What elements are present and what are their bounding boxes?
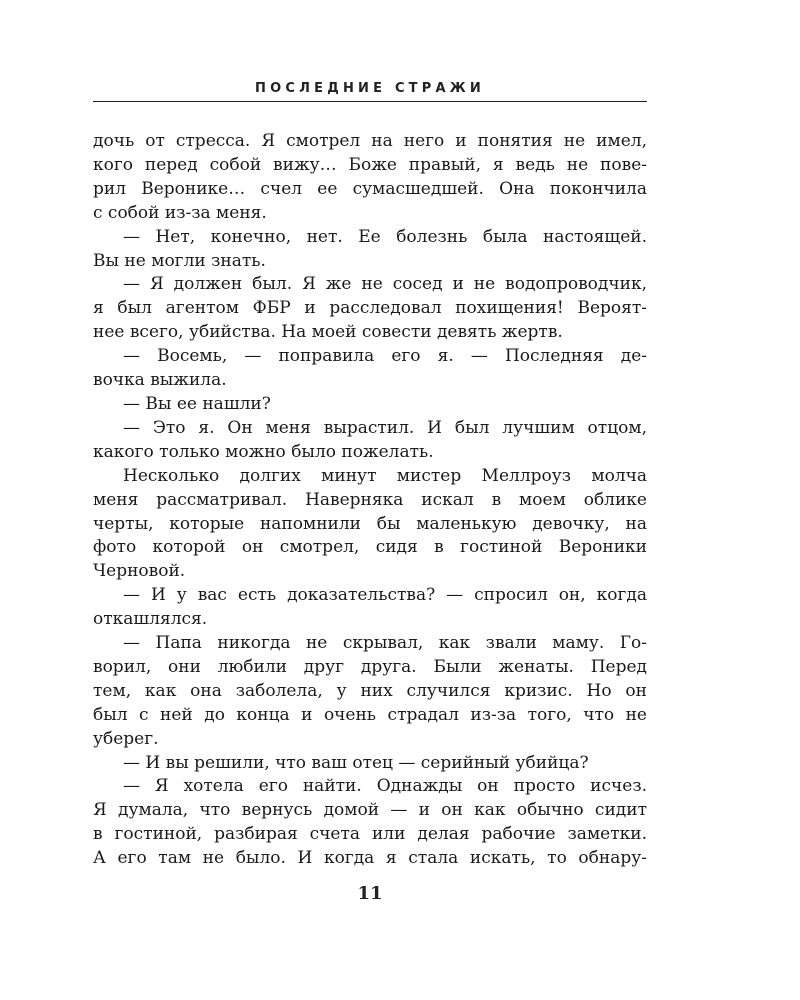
text-line: — Я хотела его найти. Однажды он просто исчез. (123, 776, 647, 797)
text-line: Вы не могли знать. (93, 250, 266, 271)
text-line: — Это я. Он меня вырастил. И был лучшим отцом, (123, 417, 647, 438)
text-line: тем, как она заболела, у них случился кризис. Но он (93, 680, 647, 701)
body-text (93, 130, 647, 871)
text-line: — Нет, конечно, нет. Ее болезнь была настоящей. (123, 226, 647, 247)
text-line: ворил, они любили друг друга. Были женаты. Перед (93, 656, 647, 677)
text-line: кого перед собой вижу… Боже правый, я ведь не пове- (93, 154, 647, 175)
running-head: ПОСЛЕДНИЕ СТРАЖИ (255, 81, 485, 96)
text-line: — Папа никогда не скрывал, как звали маму. Го- (123, 633, 647, 654)
text-line: уберег. (93, 728, 159, 749)
text-line: с собой из-за меня. (93, 202, 267, 223)
text-line: Я думала, что вернусь домой — и он как обычно сидит (93, 800, 647, 821)
text-line: нее всего, убийства. На моей совести девять жертв. (93, 322, 563, 343)
text-line: — Восемь, — поправила его я. — Последняя де- (123, 346, 647, 367)
text-line: — И вы решили, что ваш отец — серийный убийца? (123, 752, 589, 773)
text-line: А его там не было. И когда я стала искать, то обнару- (93, 848, 647, 869)
text-line: Черновой. (93, 561, 186, 582)
text-line: я был агентом ФБР и расследовал похищения! Вероят- (93, 298, 647, 319)
text-line: какого только можно было пожелать. (93, 441, 434, 462)
text-line: фото которой он смотрел, сидя в гостиной Вероники (93, 537, 647, 558)
text-line: вочка выжила. (93, 370, 227, 391)
header-rule (93, 101, 647, 102)
text-line: откашлялся. (93, 609, 208, 630)
text-line: меня рассматривал. Наверняка искал в моем облике (93, 489, 647, 510)
text-line: был с ней до конца и очень страдал из-за того, что не (93, 704, 647, 725)
text-line: — Я должен был. Я же не сосед и не водопроводчик, (123, 274, 647, 295)
text-line: Несколько долгих минут мистер Меллроуз молча (123, 465, 647, 486)
text-line: — И у вас есть доказательства? — спросил он, когда (123, 585, 647, 606)
text-line: — Вы ее нашли? (123, 393, 271, 414)
text-line: в гостиной, разбирая счета или делая рабочие заметки. (93, 824, 647, 845)
text-line: рил Веронике… счел ее сумасшедшей. Она покончила (93, 178, 647, 199)
page-number: 11 (357, 883, 383, 904)
text-line: черты, которые напомнили бы маленькую девочку, на (93, 513, 647, 534)
text-line: дочь от стресса. Я смотрел на него и понятия не имел, (93, 131, 647, 151)
